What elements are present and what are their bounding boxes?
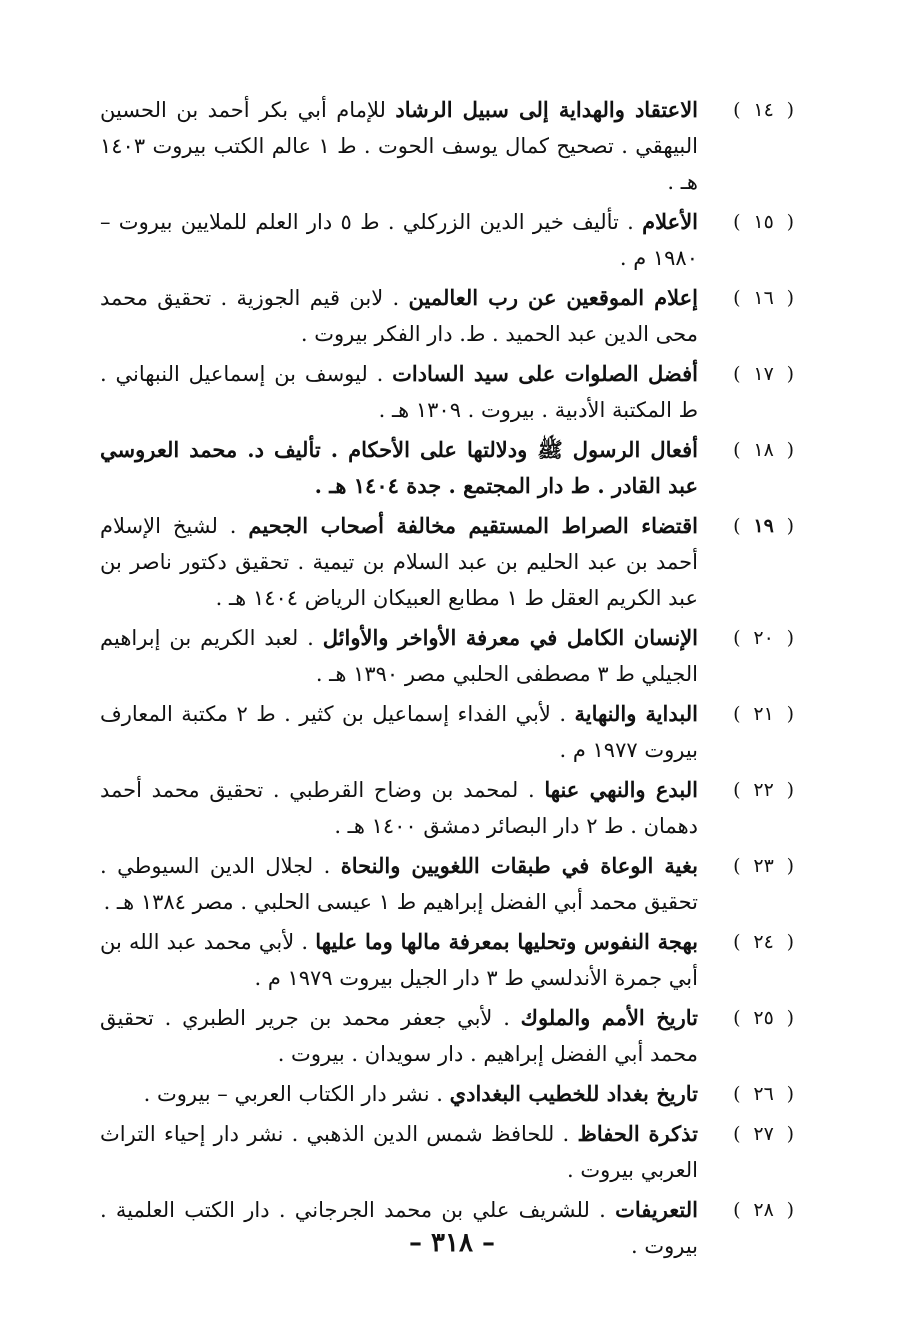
entry-title: التعريفات xyxy=(615,1197,698,1222)
entry-details: للإمام أبي بكر أحمد بن الحسين البيهقي . تصحيح كمال يوسف الحوت . ط ١ عالم الكتب بيروت ١٤٠٣ هـ . xyxy=(100,98,698,194)
entry-title: بغية الوعاة في طبقات اللغويين والنحاة xyxy=(340,853,698,878)
entry-number: (٢٥) xyxy=(733,1007,794,1029)
entry-number: (١٧) xyxy=(733,363,794,385)
bibliography-entry xyxy=(100,924,794,996)
entry-title: البدع والنهي عنها xyxy=(544,777,699,802)
entry-number: (١٦) xyxy=(733,287,794,309)
entry-number: (٢٨) xyxy=(733,1199,794,1221)
entry-number: (٢١) xyxy=(733,703,794,725)
entry-details: . للشريف علي بن محمد الجرجاني . دار الكتب العلمية . بيروت . xyxy=(100,1198,698,1258)
bibliography-entry xyxy=(100,696,794,768)
page-number: – ٣١٨ – xyxy=(408,1228,496,1258)
entry-title: تذكرة الحفاظ xyxy=(577,1121,698,1146)
entry-details: . ليوسف بن إسماعيل النبهاني . ط المكتبة الأدبية . بيروت . ١٣٠٩ هـ . xyxy=(100,362,698,422)
entry-title: أفضل الصلوات على سيد السادات xyxy=(392,361,698,386)
entry-details: . تأليف خير الدين الزركلي . ط ٥ دار العلم للملايين بيروت – ١٩٨٠ م . xyxy=(100,210,698,270)
bibliography-entry xyxy=(100,772,794,844)
entry-details: . لأبي محمد عبد الله بن أبي جمرة الأندلسي ط ٣ دار الجيل بيروت ١٩٧٩ م . xyxy=(100,930,698,990)
bibliography-entry xyxy=(100,620,794,692)
bibliography-entry xyxy=(100,1076,794,1112)
entry-number: (٢٤) xyxy=(733,931,794,953)
entry-details: . لمحمد بن وضاح القرطبي . تحقيق محمد أحمد دهمان . ط ٢ دار البصائر دمشق ١٤٠٠ هـ . xyxy=(100,778,698,838)
entry-title: البداية والنهاية xyxy=(574,701,698,726)
entry-number: (٢٠) xyxy=(733,627,794,649)
entry-title: تاريخ الأمم والملوك xyxy=(520,1005,698,1030)
entry-details: . لجلال الدين السيوطي . تحقيق محمد أبي الفضل إبراهيم ط ١ عيسى الحلبي . مصر ١٣٨٤ هـ . xyxy=(100,854,698,914)
bibliography-entry xyxy=(100,92,794,200)
entry-details: . لعبد الكريم بن إبراهيم الجيلي ط ٣ مصطفى الحلبي مصر ١٣٩٠ هـ . xyxy=(100,626,698,686)
entry-number: (١٨) xyxy=(733,439,794,461)
entry-details: . لابن قيم الجوزية . تحقيق محمد محى الدين عبد الحميد . ط. دار الفكر بيروت . xyxy=(100,286,698,346)
entry-number: (٢٦) xyxy=(733,1083,794,1105)
entry-title: إعلام الموقعين عن رب العالمين xyxy=(408,285,698,310)
entry-title: اقتضاء الصراط المستقيم مخالفة أصحاب الجحيم xyxy=(248,513,698,538)
bibliography-entry xyxy=(100,432,794,504)
entry-title: الاعتقاد والهداية إلى سبيل الرشاد xyxy=(395,97,699,122)
bibliography-entry xyxy=(100,280,794,352)
bibliography-entry xyxy=(100,356,794,428)
bibliography-entry xyxy=(100,204,794,276)
entry-details: . لأبي الفداء إسماعيل بن كثير . ط ٢ مكتبة المعارف بيروت ١٩٧٧ م . xyxy=(100,702,698,762)
entry-number: (١٤) xyxy=(733,99,794,121)
bibliography-entry xyxy=(100,1116,794,1188)
bibliography-list xyxy=(100,92,794,1268)
entry-number: (١٩) xyxy=(733,515,794,537)
entry-title: تاريخ بغداد للخطيب البغدادي xyxy=(449,1081,698,1106)
entry-number: (٢٢) xyxy=(733,779,794,801)
entry-details: . نشر دار الكتاب العربي – بيروت . xyxy=(143,1082,450,1106)
entry-details: . للحافظ شمس الدين الذهبي . نشر دار إحياء التراث العربي بيروت . xyxy=(100,1122,698,1182)
bibliography-entry xyxy=(100,1000,794,1072)
bibliography-entry xyxy=(100,508,794,616)
entry-number: (٢٧) xyxy=(733,1123,794,1145)
entry-title: الإنسان الكامل في معرفة الأواخر والأوائل xyxy=(322,625,699,650)
bibliography-entry xyxy=(100,848,794,920)
entry-title: بهجة النفوس وتحليها بمعرفة مالها وما عليها xyxy=(315,929,698,954)
entry-number: (١٥) xyxy=(733,211,794,233)
entry-details: . لأبي جعفر محمد بن جرير الطبري . تحقيق محمد أبي الفضل إبراهيم . دار سويدان . بيروت . xyxy=(100,1006,698,1066)
entry-details: . لشيخ الإسلام أحمد بن عبد الحليم بن عبد السلام بن تيمية . تحقيق دكتور ناصر بن عبد الكريم العقل ط ١ مطابع العبيكان الرياض ١٤٠٤ هـ . xyxy=(100,514,698,610)
entry-number: (٢٣) xyxy=(733,855,794,877)
entry-title: أفعال الرسول ﷺ ودلالتها على الأحكام . تأليف د. محمد العروسي عبد القادر . ط دار المجتمع . جدة ١٤٠٤ هـ . xyxy=(100,437,698,498)
entry-title: الأعلام xyxy=(642,209,698,234)
